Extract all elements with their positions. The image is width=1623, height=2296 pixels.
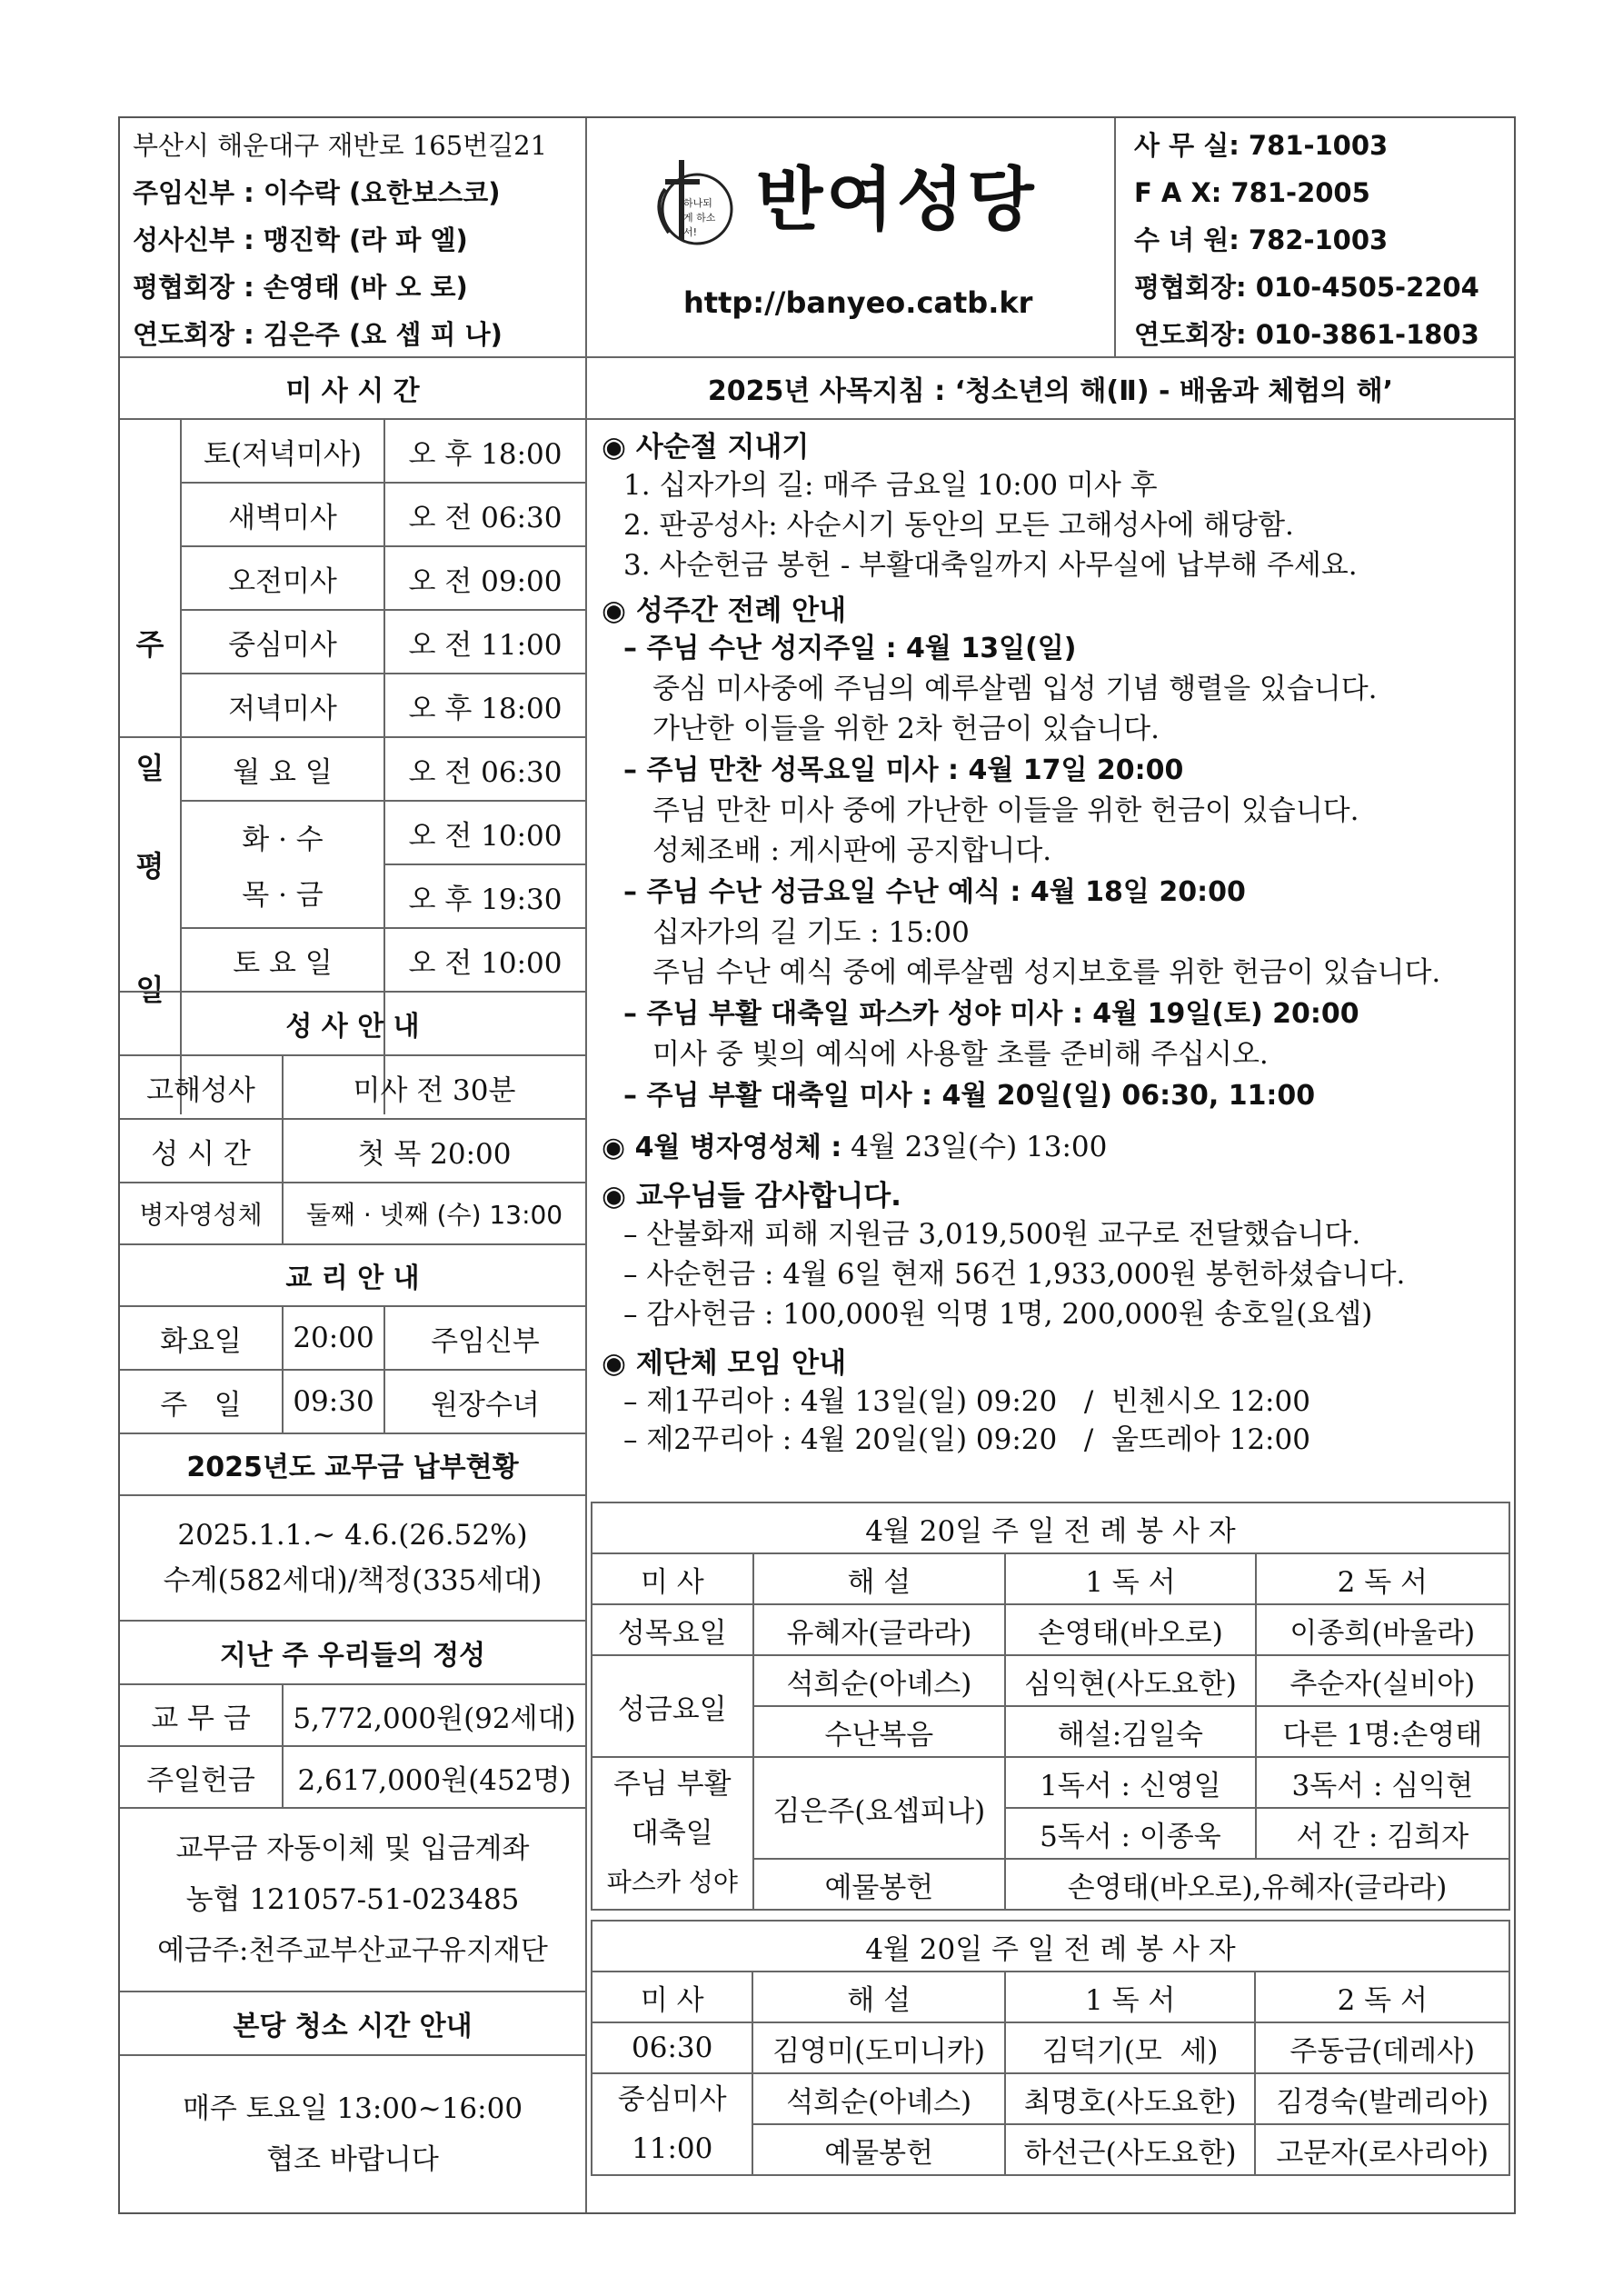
catechism-day: 주 일 — [160, 1388, 242, 1422]
groups-line: – 제2꾸리아 : 4월 20일(일) 09:20 / 울뜨레아 12:00 — [623, 1423, 1310, 1456]
table-cell: 김영미(도미니카) — [752, 2022, 1005, 2073]
catechism-teacher: 원장수녀 — [431, 1388, 540, 1422]
catechism-teacher: 주임신부 — [431, 1324, 540, 1358]
sunday-mass-time: 오 후 18:00 — [408, 437, 563, 471]
table-cell: 석희순(아녜스) — [753, 1655, 1006, 1706]
table-cell: 성금요일 — [592, 1655, 753, 1757]
account-info — [120, 1809, 585, 1991]
assistant-priest: 성사신부 : 맹진학 (라 파 엘) — [133, 225, 468, 255]
groups-title: ◉ 제단체 모임 안내 — [602, 1347, 847, 1380]
tue-fri-mass-name: 화 · 수 목 · 금 — [242, 824, 324, 912]
table-cell: 주님 부활 대축일 파스카 성야 — [592, 1757, 753, 1910]
sunday-mass-name: 저녁미사 — [228, 692, 337, 725]
table-cell: 유혜자(글라라) — [753, 1604, 1006, 1655]
dues-count: 수계(582세대)/책정(335세대) — [163, 1564, 543, 1597]
monday-mass-name: 월 요 일 — [233, 755, 333, 789]
servers-table-title: 4월 20일 주 일 전 례 봉 사 자 — [592, 1502, 1509, 1553]
account-line: 농협 121057-51-023485 — [185, 1883, 520, 1916]
table-cell: 다른 1명:손영태 — [1256, 1706, 1509, 1757]
holyweek-title: ◉ 성주간 전례 안내 — [602, 594, 847, 627]
holyweek-line: 주님 수난 예식 중에 예루살렘 성지보호를 위한 헌금이 있습니다. — [652, 956, 1441, 989]
table-cell: 06:30 — [592, 2022, 752, 2073]
column-header: 1 독 서 — [1005, 1972, 1256, 2022]
announcements — [602, 427, 1510, 1618]
thanks-line: – 사순헌금 : 4월 6일 현재 56건 1,933,000원 봉헌하셨습니다. — [623, 1258, 1406, 1291]
catechism-day: 화요일 — [160, 1324, 242, 1358]
good-friday-title: – 주님 수난 성금요일 수난 예식 : 4월 18일 20:00 — [623, 876, 1246, 908]
table-cell: 해설:김일숙 — [1005, 1706, 1256, 1757]
groups-line: – 제1꾸리아 : 4월 13일(일) 09:20 / 빈첸시오 12:00 — [623, 1385, 1310, 1418]
weekday-label: 평 일 — [135, 849, 164, 1007]
council-president: 평협회장 : 손영태 (바 오 로) — [133, 272, 468, 303]
church-url[interactable]: http://banyeo.catb.kr — [683, 285, 1033, 320]
lent-title: ◉ 사순절 지내기 — [602, 431, 810, 464]
sunday-label: 주 일 — [135, 627, 164, 785]
sunday-mass-time: 오 전 11:00 — [408, 628, 563, 662]
column-header: 미 사 — [592, 1553, 753, 1604]
cleaning-info — [120, 2056, 585, 2212]
mass-times-title: 미 사 시 간 — [285, 375, 420, 407]
sacrament-value: 미사 전 30분 — [353, 1073, 516, 1107]
tue-fri-mass-time: 오 전 10:00 — [408, 819, 563, 853]
holyweek-line: 중심 미사중에 주님의 예루살렘 입성 기념 행렬을 있습니다. — [652, 673, 1378, 705]
sacrament-name: 성 시 간 — [151, 1137, 251, 1171]
legion-president: 연도회장 : 김은주 (요 셉 피 나) — [133, 319, 503, 350]
bulletin-frame — [118, 116, 1516, 2214]
column-header: 미 사 — [592, 1972, 752, 2022]
church-logo — [647, 153, 765, 262]
thanks-line: – 산불화재 피해 지원금 3,019,500원 교구로 전달했습니다. — [623, 1218, 1361, 1251]
address: 부산시 해운대구 재반로 165번길21 — [133, 130, 548, 161]
offering-name: 주일헌금 — [146, 1763, 255, 1797]
servers-table-title: 4월 20일 주 일 전 례 봉 사 자 — [592, 1921, 1509, 1972]
tue-fri-mass-time: 오 후 19:30 — [408, 883, 563, 916]
servers-table-holyweek — [591, 1502, 1510, 1911]
table-cell: 김은주(요셉피나) — [753, 1757, 1006, 1859]
offering-name: 교 무 금 — [151, 1702, 251, 1735]
sacrament-name: 병자영성체 — [139, 1200, 263, 1230]
table-cell: 3독서 : 심익현 — [1256, 1757, 1509, 1808]
holyweek-line: 주님 만찬 미사 중에 가난한 이들을 위한 헌금이 있습니다. — [652, 794, 1359, 827]
table-cell: 고문자(로사리아) — [1255, 2124, 1509, 2175]
thanks-line: – 감사헌금 : 100,000원 익명 1명, 200,000원 송호일(요셉) — [623, 1298, 1373, 1331]
table-cell: 수난복음 — [753, 1706, 1006, 1757]
cleaning-line: 매주 토요일 13:00~16:00 — [182, 2092, 523, 2125]
catechism-title: 교 리 안 내 — [285, 1263, 420, 1294]
table-cell: 심익현(사도요한) — [1005, 1655, 1256, 1706]
cleaning-line: 협조 바랍니다 — [266, 2143, 439, 2176]
account-line: 교무금 자동이체 및 입금계좌 — [175, 1832, 530, 1865]
logo-text: 하나되게 하소서! — [683, 197, 716, 238]
column-header: 2 독 서 — [1255, 1972, 1509, 2022]
offering-title: 지난 주 우리들의 정성 — [219, 1640, 486, 1672]
monday-mass-time: 오 전 06:30 — [408, 755, 563, 789]
holy-thursday-title: – 주님 만찬 성목요일 미사 : 4월 17일 20:00 — [623, 754, 1184, 786]
office-phone: 사 무 실: 781-1003 — [1134, 130, 1389, 161]
lent-line: 1. 십자가의 길: 매주 금요일 10:00 미사 후 — [623, 469, 1158, 502]
table-cell: 주동금(데레사) — [1255, 2022, 1509, 2073]
offering-value: 5,772,000원(92세대) — [293, 1702, 576, 1735]
table-cell: 서 간 : 김희자 — [1256, 1808, 1509, 1859]
sacrament-value: 둘째 · 넷째 (수) 13:00 — [305, 1200, 563, 1230]
sunday-mass-time: 오 전 06:30 — [408, 501, 563, 534]
easter-vigil-title: – 주님 부활 대축일 파스카 성야 미사 : 4월 19일(토) 20:00 — [623, 998, 1359, 1030]
header-right — [1134, 122, 1507, 358]
holyweek-line: 성체조배 : 게시판에 공지합니다. — [652, 834, 1052, 867]
legion-phone: 연도회장: 010-3861-1803 — [1134, 319, 1479, 350]
offering-value: 2,617,000원(452명) — [297, 1763, 572, 1797]
thanks-title: ◉ 교우님들 감사합니다. — [602, 1180, 901, 1213]
holyweek-line: 가난한 이들을 위한 2차 헌금이 있습니다. — [652, 713, 1160, 745]
sick-communion: ◉ 4월 병자영성체 : 4월 23일(수) 13:00 — [602, 1131, 1108, 1163]
convent-phone: 수 녀 원: 782-1003 — [1134, 225, 1389, 255]
dues-period: 2025.1.1.~ 4.6.(26.52%) — [177, 1519, 528, 1552]
catechism-time: 09:30 — [293, 1385, 374, 1418]
catechism-time: 20:00 — [293, 1322, 374, 1354]
table-cell: 하선근(사도요한) — [1005, 2124, 1256, 2175]
palm-sunday-title: – 주님 수난 성지주일 : 4월 13일(일) — [623, 633, 1077, 664]
sunday-mass-name: 토(저녁미사) — [204, 437, 362, 471]
table-cell: 중심미사 11:00 — [592, 2073, 752, 2175]
dues-status — [120, 1496, 585, 1620]
sunday-mass-time: 오 후 18:00 — [408, 692, 563, 725]
table-cell: 5독서 : 이종욱 — [1005, 1808, 1256, 1859]
table-cell: 예물봉헌 — [753, 1859, 1006, 1910]
sacrament-value: 첫 목 20:00 — [357, 1137, 512, 1171]
sunday-mass-name: 새벽미사 — [228, 501, 337, 534]
table-cell: 최명호(사도요한) — [1005, 2073, 1256, 2124]
saturday-mass-time: 오 전 10:00 — [408, 946, 563, 980]
table-cell: 석희순(아녜스) — [752, 2073, 1005, 2124]
council-phone: 평협회장: 010-4505-2204 — [1134, 272, 1479, 303]
fax-number: F A X: 781-2005 — [1134, 177, 1370, 208]
column-header: 해 설 — [752, 1972, 1005, 2022]
sunday-mass-name: 중심미사 — [228, 628, 337, 662]
sunday-mass-time: 오 전 09:00 — [408, 564, 563, 598]
table-cell: 이종희(바울라) — [1256, 1604, 1509, 1655]
church-name: 반여성당 — [756, 159, 1038, 240]
holyweek-line: 미사 중 빛의 예식에 사용할 초를 준비해 주십시오. — [652, 1038, 1269, 1071]
column-header: 2 독 서 — [1256, 1553, 1509, 1604]
pastoral-motto: 2025년 사목지침 : ‘청소년의 해(Ⅱ) - 배움과 체험의 해’ — [707, 375, 1394, 407]
lent-line: 2. 판공성사: 사순시기 동안의 모든 고해성사에 해당함. — [623, 509, 1294, 542]
table-cell: 성목요일 — [592, 1604, 753, 1655]
column-header: 해 설 — [753, 1553, 1006, 1604]
table-cell: 손영태(바오로) — [1005, 1604, 1256, 1655]
column-header: 1 독 서 — [1005, 1553, 1256, 1604]
table-cell: 김경숙(발레리아) — [1255, 2073, 1509, 2124]
servers-table-sunday — [591, 1920, 1510, 2176]
sacrament-name: 고해성사 — [146, 1073, 255, 1107]
easter-mass-title: – 주님 부활 대축일 미사 : 4월 20일(일) 06:30, 11:00 — [623, 1080, 1316, 1112]
table-cell: 1독서 : 신영일 — [1005, 1757, 1256, 1808]
table-cell: 손영태(바오로),유혜자(글라라) — [1005, 1859, 1509, 1910]
account-line: 예금주:천주교부산교구유지재단 — [157, 1934, 548, 1967]
dues-title: 2025년도 교무금 납부현황 — [186, 1452, 519, 1483]
sunday-mass-name: 오전미사 — [228, 564, 337, 598]
sacrament-title: 성 사 안 내 — [285, 1011, 420, 1043]
table-cell: 예물봉헌 — [752, 2124, 1005, 2175]
cleaning-title: 본당 청소 시간 안내 — [233, 2011, 473, 2042]
header-left — [133, 122, 587, 358]
table-cell: 김덕기(모 세) — [1005, 2022, 1256, 2073]
lent-line: 3. 사순헌금 봉헌 - 부활대축일까지 사무실에 납부해 주세요. — [623, 549, 1358, 582]
holyweek-line: 십자가의 길 기도 : 15:00 — [652, 916, 970, 949]
table-cell: 추순자(실비아) — [1256, 1655, 1509, 1706]
pastor: 주임신부 : 이수락 (요한보스코) — [133, 177, 501, 208]
saturday-mass-name: 토 요 일 — [233, 946, 333, 980]
